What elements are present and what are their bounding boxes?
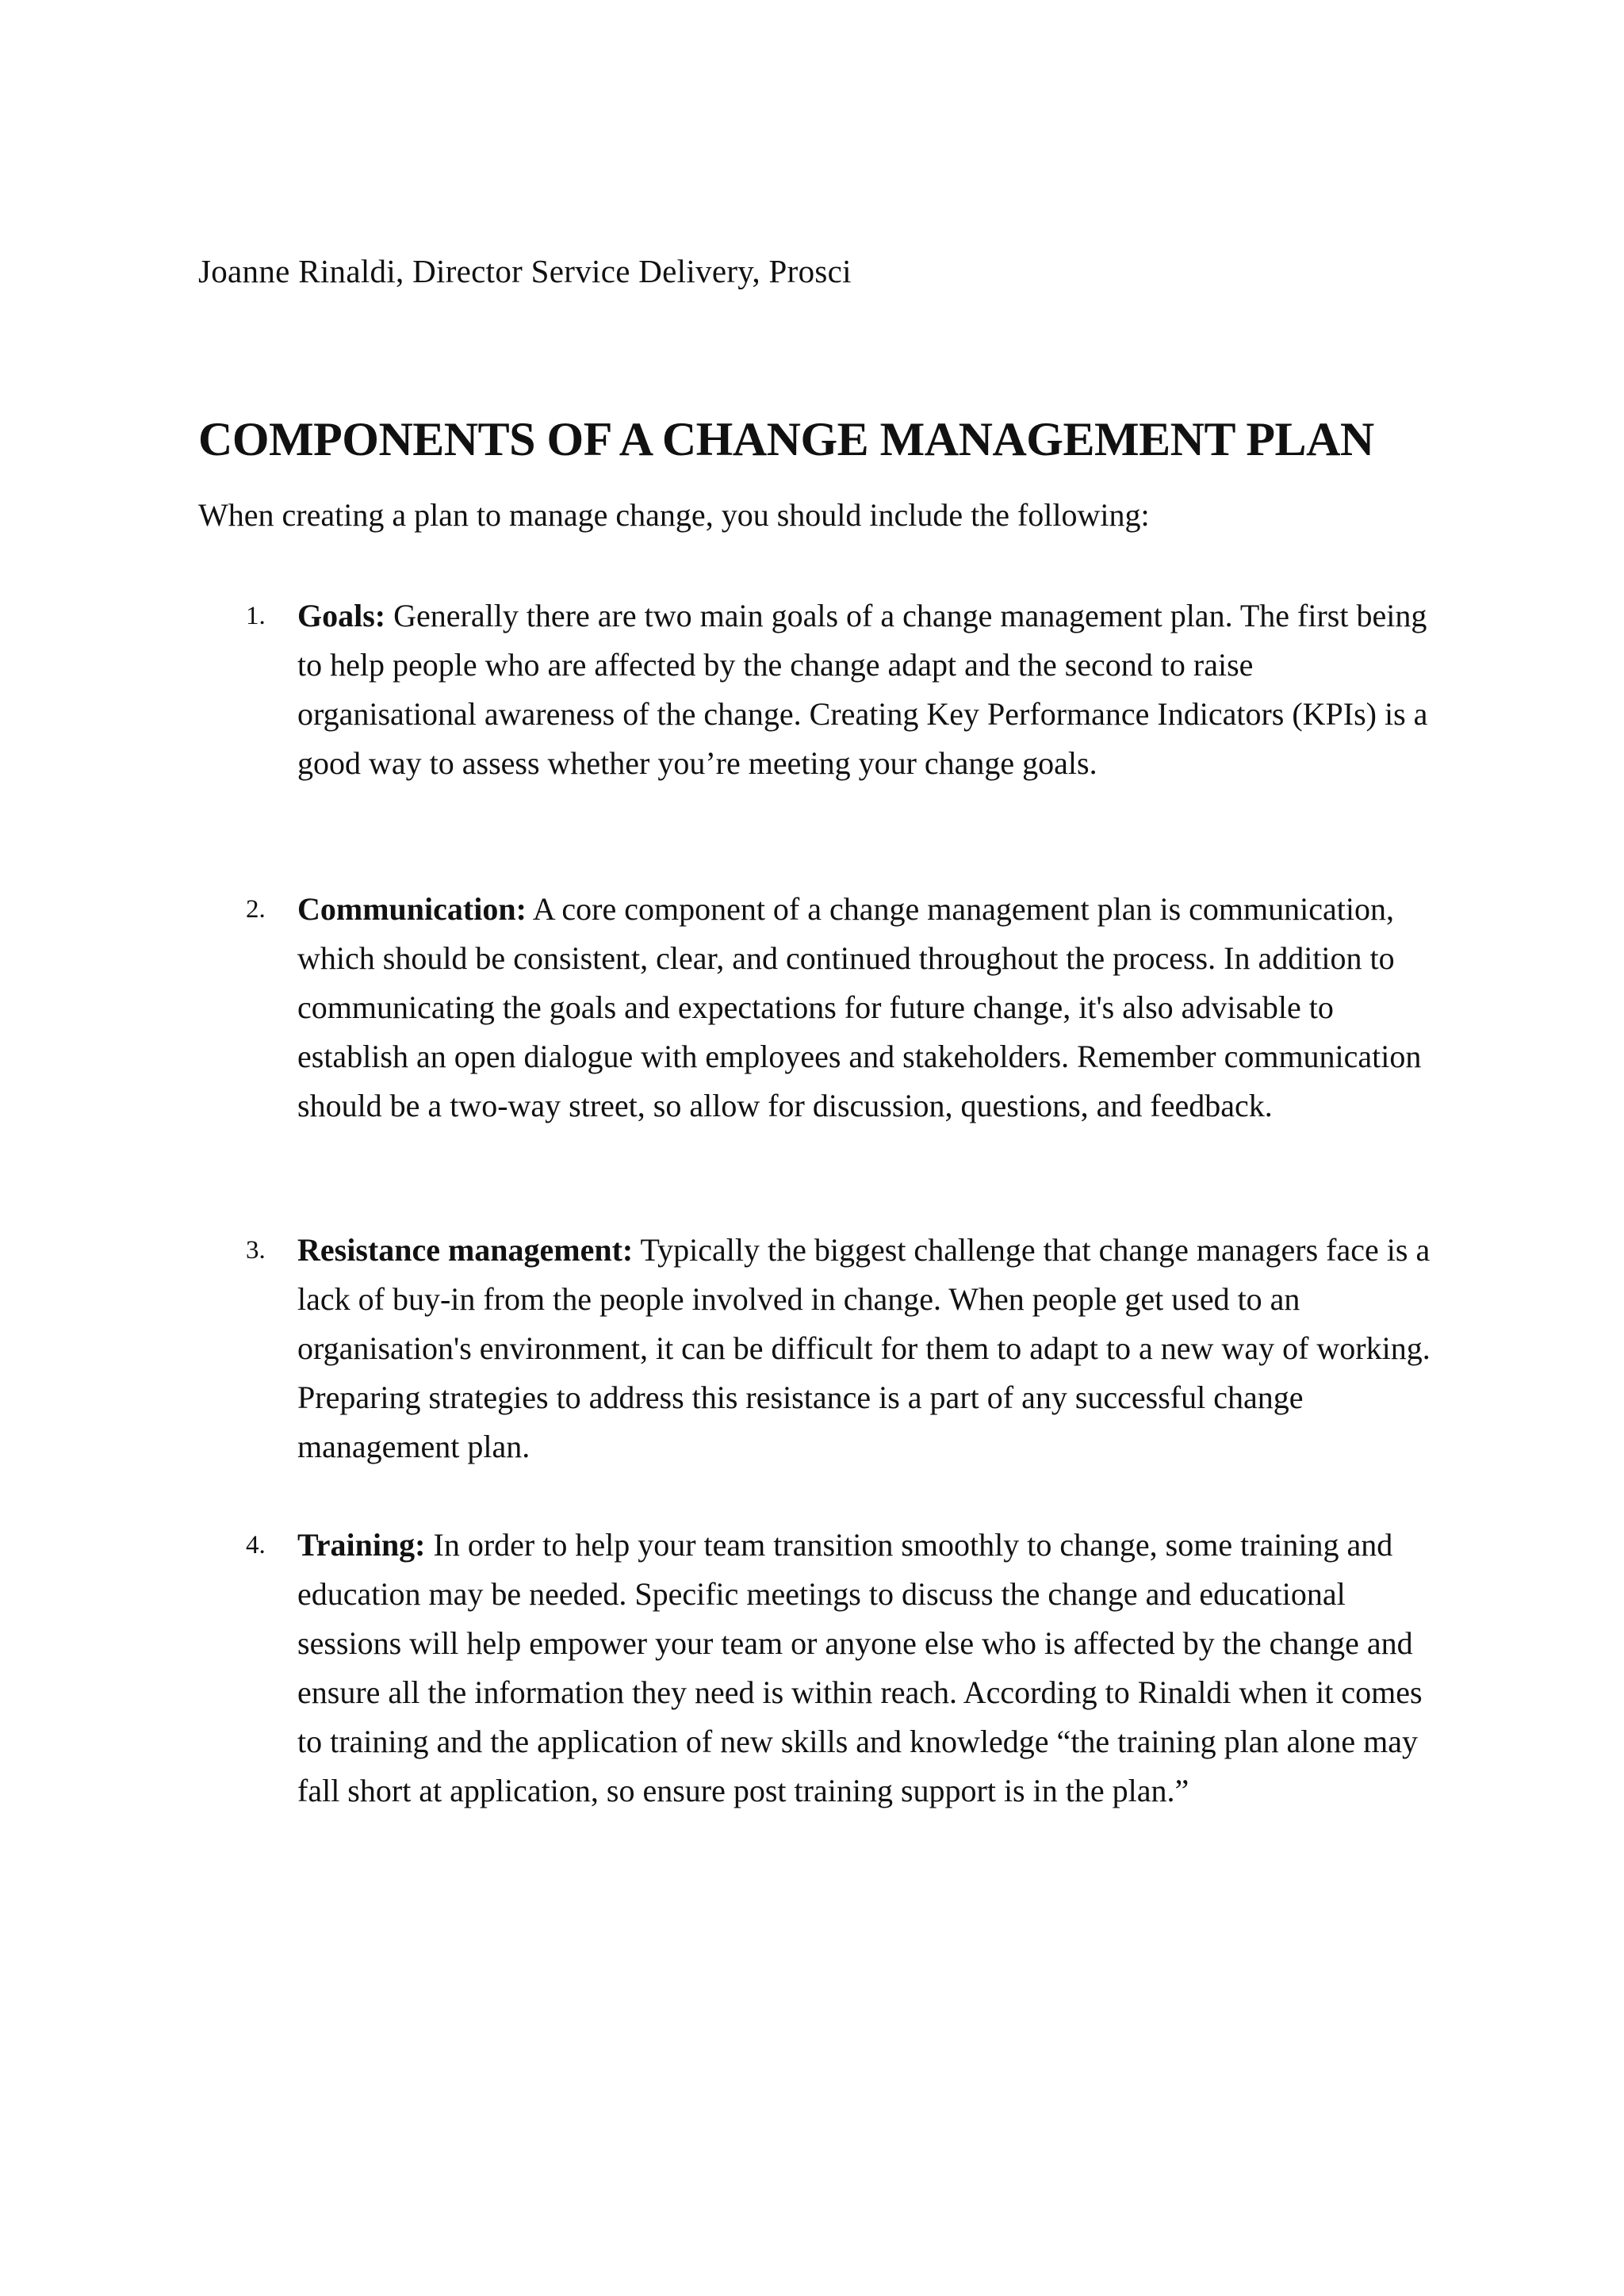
- list-item-body: [297, 885, 1435, 1131]
- list-item-text: In order to help your team transition smoothly to change, some training and education may be needed. Specific meetings to discuss the change and educational sessions will help empower your team or anyone else who is affected by the change and ensure all the information they need is within reach. According to Rinaldi when it comes to training and the application of new skills and knowledge “the training plan alone may fall short at application, so ensure post training support is in the plan.”: [297, 1527, 1423, 1808]
- list-number: 3.: [246, 1236, 266, 1265]
- list-item-term: Training:: [297, 1527, 426, 1563]
- list-item-text: Generally there are two main goals of a change management plan. The first being to help people who are affected by the change adapt and the second to raise organisational awareness of the change. Creating Key Performance Indicators (KPIs) is a good way to assess whether you’re meeting your change goals.: [297, 598, 1428, 781]
- list-item-term: Goals:: [297, 598, 386, 633]
- intro-paragraph: When creating a plan to manage change, you should include the following:: [198, 497, 1150, 533]
- author-byline: Joanne Rinaldi, Director Service Delivery, Prosci: [198, 253, 852, 289]
- list-item-goals: [198, 591, 1435, 788]
- list-item-body: [297, 591, 1435, 788]
- list-item-body: [297, 1226, 1435, 1471]
- list-item-term: Resistance management:: [297, 1232, 634, 1268]
- page-title: COMPONENTS OF A CHANGE MANAGEMENT PLAN: [198, 413, 1374, 465]
- list-item-text: A core component of a change management plan is communication, which should be consistent, clear, and continued throughout the process. In addition to communicating the goals and expectations for future change, it's also advisable to establish an open dialogue with employees and stakeholders. Remember communication should be a two-way street, so allow for discussion, questions, and feedback.: [297, 891, 1422, 1123]
- list-item-term: Communication:: [297, 891, 527, 927]
- list-item-resistance-management: [198, 1226, 1435, 1471]
- list-item-communication: [198, 885, 1435, 1131]
- list-number: 2.: [246, 895, 266, 924]
- list-number: 4.: [246, 1531, 266, 1559]
- list-item-training: [198, 1521, 1435, 1816]
- list-item-text: Typically the biggest challenge that change managers face is a lack of buy-in from the people involved in change. When people get used to an organisation's environment, it can be difficult for them to adapt to a new way of working. Preparing strategies to address this resistance is a part of any successful change management plan.: [297, 1232, 1431, 1464]
- list-number: 1.: [246, 602, 266, 630]
- list-item-body: [297, 1521, 1435, 1816]
